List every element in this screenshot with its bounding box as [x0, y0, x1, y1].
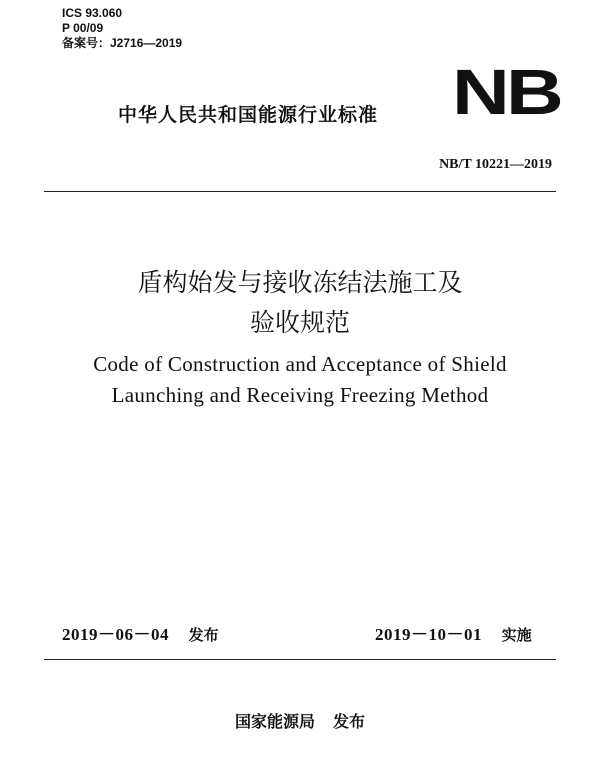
standard-number: NB/T 10221—2019: [439, 157, 552, 172]
bottom-divider: [44, 659, 556, 660]
publisher-name: 国家能源局: [234, 712, 315, 731]
title-english-line-2: Launching and Receiving Freezing Method: [111, 383, 489, 407]
top-divider: [44, 191, 556, 192]
industry-standard-heading: 中华人民共和国能源行业标准: [118, 104, 379, 126]
publisher-line: [0, 709, 600, 732]
ics-code: ICS 93.060: [62, 6, 123, 20]
category-code: P 00/09: [62, 21, 104, 35]
implementation-date: 2019－10－01: [375, 625, 482, 644]
issue-date: 2019－06－04: [62, 625, 169, 644]
implementation-date-block: [375, 620, 532, 645]
title-chinese-line-1: 盾构始发与接收冻结法施工及: [137, 268, 463, 297]
nb-logo: NB: [452, 56, 561, 128]
title-english-line-1: Code of Construction and Acceptance of Shield: [93, 352, 507, 376]
record-number: 备案号：J2716—2019: [62, 36, 183, 50]
title-chinese-line-2: 验收规范: [249, 308, 350, 337]
issue-date-block: [62, 620, 219, 645]
issue-label: 发布: [188, 626, 219, 644]
document-metadata: [62, 6, 182, 51]
implementation-label: 实施: [501, 626, 532, 644]
publisher-action: 发布: [333, 712, 366, 731]
